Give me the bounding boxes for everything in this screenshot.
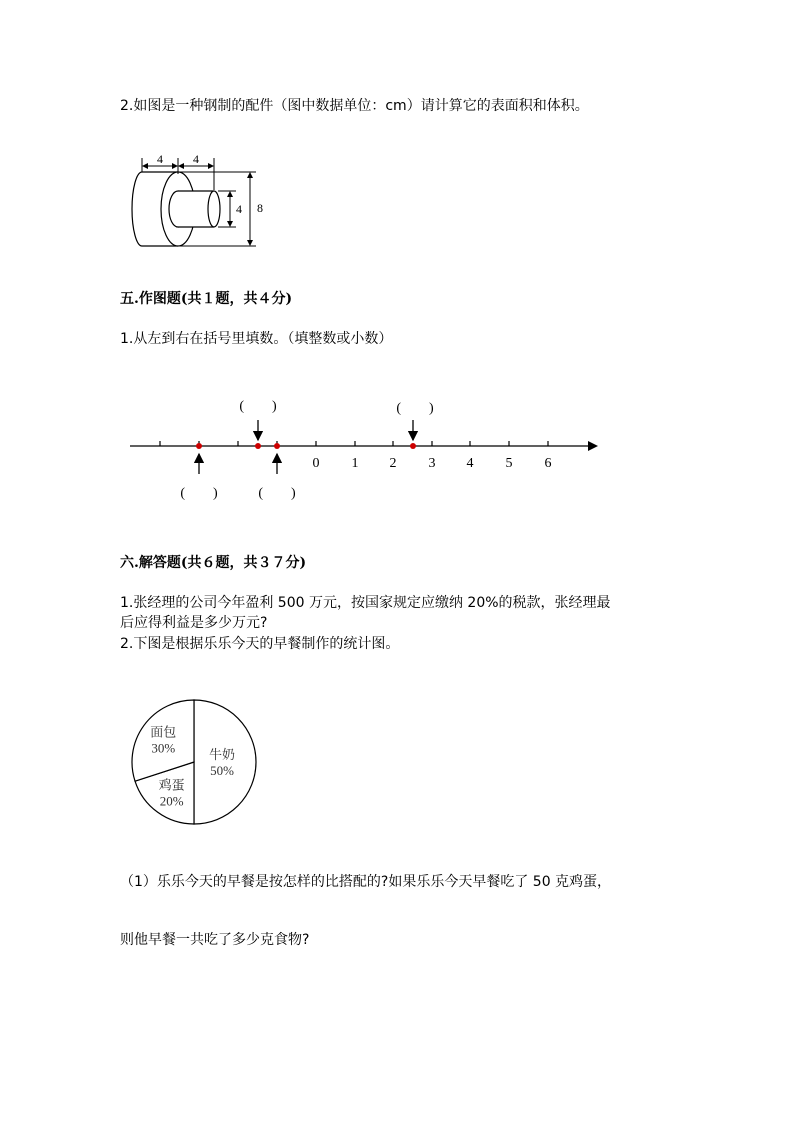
point-marker-4 bbox=[410, 443, 416, 449]
steel-fitting-diagram bbox=[118, 150, 278, 250]
pie-percent-egg: 20% bbox=[159, 793, 184, 809]
pie-percent-milk: 50% bbox=[210, 763, 234, 778]
breakfast-pie-chart bbox=[128, 696, 260, 828]
point-marker-1 bbox=[196, 443, 202, 449]
inner-cylinder-end bbox=[208, 191, 220, 227]
answer-blank-bottom-1[interactable]: ( ) bbox=[180, 486, 218, 501]
dim-label-outer: 8 bbox=[257, 201, 263, 215]
point-marker-3 bbox=[274, 443, 280, 449]
answer-blank-bottom-2[interactable]: ( ) bbox=[258, 486, 296, 501]
section-6-heading: 六.解答题(共６题，共３７分) bbox=[120, 555, 307, 571]
section-5-heading: 五.作图题(共１题，共４分) bbox=[120, 291, 293, 307]
section-6-question-1-line-2: 后应得利益是多少万元? bbox=[120, 615, 268, 631]
question-2-fitting-text: 2.如图是一种钢制的配件（图中数据单位：cm）请计算它的表面积和体积。 bbox=[120, 98, 589, 114]
section-6-question-1-line-1: 1.张经理的公司今年盈利 500 万元，按国家规定应缴纳 20%的税款，张经理最 bbox=[120, 595, 611, 611]
pie-label-milk: 牛奶 bbox=[208, 748, 236, 763]
pie-label-egg: 鸡蛋 bbox=[158, 778, 185, 794]
section-5-question-1-text: 1.从左到右在括号里填数。（填整数或小数） bbox=[120, 331, 393, 347]
tick-label-3: 3 bbox=[428, 456, 436, 471]
dim-label-inner: 4 bbox=[236, 202, 242, 216]
number-line-arrowhead bbox=[588, 441, 598, 451]
pie-label-bread: 面包 bbox=[150, 725, 177, 741]
tick-label-6: 6 bbox=[544, 456, 552, 471]
number-line-diagram bbox=[120, 390, 610, 510]
section-6-question-2-text: 2.下图是根据乐乐今天的早餐制作的统计图。 bbox=[120, 636, 400, 652]
point-marker-2 bbox=[255, 443, 261, 449]
dim-label-left: 4 bbox=[157, 152, 163, 166]
tick-label-1: 1 bbox=[351, 456, 359, 471]
tick-label-4: 4 bbox=[466, 456, 474, 471]
dim-label-right: 4 bbox=[193, 152, 199, 166]
section-6-sub-question-1-line-2: 则他早餐一共吃了多少克食物? bbox=[120, 932, 310, 948]
tick-label-2: 2 bbox=[389, 456, 397, 471]
section-6-sub-question-1-line-1: （1）乐乐今天的早餐是按怎样的比搭配的?如果乐乐今天早餐吃了 50 克鸡蛋， bbox=[120, 874, 612, 890]
tick-label-0: 0 bbox=[312, 456, 320, 471]
pie-percent-bread: 30% bbox=[151, 740, 176, 756]
answer-blank-top-1[interactable]: ( ) bbox=[239, 399, 277, 414]
answer-blank-top-2[interactable]: ( ) bbox=[396, 401, 434, 416]
tick-label-5: 5 bbox=[505, 456, 513, 471]
outer-cylinder-left-arc bbox=[132, 172, 142, 246]
